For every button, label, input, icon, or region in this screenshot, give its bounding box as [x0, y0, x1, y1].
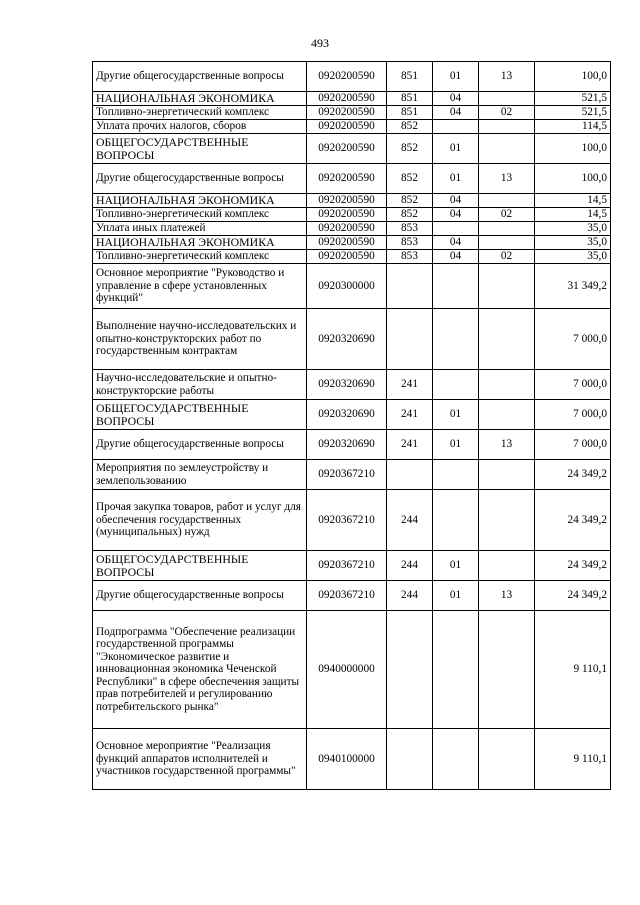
row-sum-cell: 100,0 — [535, 164, 611, 194]
table-row — [93, 222, 611, 236]
row-expense-type-cell: 244 — [387, 581, 433, 611]
table-row — [93, 400, 611, 430]
row-expense-type-cell — [387, 309, 433, 370]
row-expense-type-cell: 852 — [387, 134, 433, 164]
row-subsection-cell: 13 — [479, 581, 535, 611]
row-expense-type-cell: 851 — [387, 62, 433, 92]
row-sum-cell: 100,0 — [535, 134, 611, 164]
row-sum-cell: 521,5 — [535, 92, 611, 106]
row-subsection-cell — [479, 236, 535, 250]
row-subsection-cell — [479, 92, 535, 106]
row-subsection-cell — [479, 551, 535, 581]
row-expense-type-cell: 852 — [387, 120, 433, 134]
row-name-cell: ОБЩЕГОСУДАРСТВЕННЫЕ ВОПРОСЫ — [93, 134, 307, 164]
row-code-cell: 0920320690 — [307, 430, 387, 460]
table-row — [93, 370, 611, 400]
row-name-cell: Уплата прочих налогов, сборов — [93, 120, 307, 134]
row-section-cell: 04 — [433, 106, 479, 120]
row-code-cell: 0920200590 — [307, 62, 387, 92]
row-name-cell: Другие общегосударственные вопросы — [93, 164, 307, 194]
row-section-cell: 01 — [433, 164, 479, 194]
row-code-cell: 0920200590 — [307, 194, 387, 208]
row-section-cell: 04 — [433, 236, 479, 250]
table-row — [93, 164, 611, 194]
row-name-cell: Топливно-энергетический комплекс — [93, 106, 307, 120]
table-row — [93, 729, 611, 790]
row-name-cell: Топливно-энергетический комплекс — [93, 208, 307, 222]
row-expense-type-cell: 241 — [387, 370, 433, 400]
row-sum-cell: 100,0 — [535, 62, 611, 92]
row-sum-cell: 24 349,2 — [535, 551, 611, 581]
row-sum-cell: 7 000,0 — [535, 370, 611, 400]
row-name-cell: Выполнение научно-исследовательских и опытно-конструкторских работ по государственным контрактам — [93, 309, 307, 370]
table-row — [93, 309, 611, 370]
table-row — [93, 490, 611, 551]
table-row — [93, 430, 611, 460]
table-row — [93, 208, 611, 222]
row-code-cell: 0920367210 — [307, 490, 387, 551]
row-sum-cell: 114,5 — [535, 120, 611, 134]
row-expense-type-cell: 853 — [387, 236, 433, 250]
row-code-cell: 0940100000 — [307, 729, 387, 790]
row-section-cell — [433, 729, 479, 790]
row-expense-type-cell: 851 — [387, 106, 433, 120]
table-row — [93, 62, 611, 92]
row-subsection-cell — [479, 400, 535, 430]
row-expense-type-cell: 851 — [387, 92, 433, 106]
row-code-cell: 0920200590 — [307, 250, 387, 264]
table-row — [93, 250, 611, 264]
row-sum-cell: 7 000,0 — [535, 309, 611, 370]
row-sum-cell: 521,5 — [535, 106, 611, 120]
row-name-cell: Топливно-энергетический комплекс — [93, 250, 307, 264]
row-name-cell: Мероприятия по землеустройству и землепользованию — [93, 460, 307, 490]
row-section-cell: 04 — [433, 92, 479, 106]
row-name-cell: Уплата иных платежей — [93, 222, 307, 236]
row-expense-type-cell: 852 — [387, 164, 433, 194]
row-subsection-cell — [479, 460, 535, 490]
row-name-cell: ОБЩЕГОСУДАРСТВЕННЫЕ ВОПРОСЫ — [93, 551, 307, 581]
row-expense-type-cell: 853 — [387, 222, 433, 236]
table-row — [93, 551, 611, 581]
table-row — [93, 134, 611, 164]
row-code-cell: 0920200590 — [307, 134, 387, 164]
row-name-cell: Подпрограмма "Обеспечение реализации государственной программы "Экономическое развитие и инновационная экономика Чеченской Республики" в сфере обеспечения защиты прав потребителей и регулированию потребительского рынка" — [93, 611, 307, 729]
table-row — [93, 611, 611, 729]
row-sum-cell: 9 110,1 — [535, 729, 611, 790]
row-name-cell: Другие общегосударственные вопросы — [93, 581, 307, 611]
row-code-cell: 0940000000 — [307, 611, 387, 729]
row-section-cell: 01 — [433, 430, 479, 460]
row-section-cell — [433, 370, 479, 400]
row-sum-cell: 14,5 — [535, 194, 611, 208]
table-row — [93, 460, 611, 490]
row-code-cell: 0920200590 — [307, 92, 387, 106]
row-code-cell: 0920200590 — [307, 120, 387, 134]
row-code-cell: 0920200590 — [307, 222, 387, 236]
row-subsection-cell — [479, 194, 535, 208]
row-code-cell: 0920367210 — [307, 460, 387, 490]
row-subsection-cell: 13 — [479, 62, 535, 92]
row-section-cell: 01 — [433, 581, 479, 611]
row-section-cell — [433, 611, 479, 729]
row-sum-cell: 35,0 — [535, 222, 611, 236]
row-expense-type-cell: 852 — [387, 208, 433, 222]
row-section-cell — [433, 264, 479, 309]
row-expense-type-cell: 244 — [387, 551, 433, 581]
row-section-cell — [433, 490, 479, 551]
row-expense-type-cell — [387, 611, 433, 729]
table-row — [93, 92, 611, 106]
row-name-cell: НАЦИОНАЛЬНАЯ ЭКОНОМИКА — [93, 194, 307, 208]
row-code-cell: 0920320690 — [307, 370, 387, 400]
table-row — [93, 120, 611, 134]
row-sum-cell: 24 349,2 — [535, 490, 611, 551]
page-number: 493 — [311, 36, 329, 50]
row-subsection-cell: 13 — [479, 164, 535, 194]
row-name-cell: Другие общегосударственные вопросы — [93, 430, 307, 460]
row-code-cell: 0920200590 — [307, 164, 387, 194]
row-name-cell: Прочая закупка товаров, работ и услуг для обеспечения государственных (муниципальных) нужд — [93, 490, 307, 551]
row-section-cell: 01 — [433, 400, 479, 430]
row-code-cell: 0920320690 — [307, 309, 387, 370]
row-expense-type-cell: 244 — [387, 490, 433, 551]
row-expense-type-cell — [387, 460, 433, 490]
row-section-cell: 01 — [433, 551, 479, 581]
row-sum-cell: 9 110,1 — [535, 611, 611, 729]
row-name-cell: НАЦИОНАЛЬНАЯ ЭКОНОМИКА — [93, 92, 307, 106]
budget-table — [92, 61, 611, 790]
row-code-cell: 0920200590 — [307, 236, 387, 250]
row-name-cell: НАЦИОНАЛЬНАЯ ЭКОНОМИКА — [93, 236, 307, 250]
row-subsection-cell — [479, 370, 535, 400]
row-sum-cell: 7 000,0 — [535, 400, 611, 430]
table-row — [93, 264, 611, 309]
row-expense-type-cell: 241 — [387, 430, 433, 460]
row-code-cell: 0920367210 — [307, 581, 387, 611]
row-section-cell: 01 — [433, 134, 479, 164]
table-row — [93, 581, 611, 611]
row-section-cell — [433, 120, 479, 134]
row-sum-cell: 35,0 — [535, 250, 611, 264]
table-row — [93, 106, 611, 120]
row-name-cell: Основное мероприятие "Реализация функций аппаратов исполнителей и участников государственной программы" — [93, 729, 307, 790]
row-sum-cell: 24 349,2 — [535, 581, 611, 611]
row-code-cell: 0920200590 — [307, 106, 387, 120]
row-section-cell: 04 — [433, 208, 479, 222]
row-section-cell — [433, 222, 479, 236]
row-subsection-cell: 02 — [479, 208, 535, 222]
row-code-cell: 0920320690 — [307, 400, 387, 430]
table-row — [93, 194, 611, 208]
row-code-cell: 0920200590 — [307, 208, 387, 222]
row-subsection-cell — [479, 729, 535, 790]
row-subsection-cell — [479, 490, 535, 551]
budget-table-body — [93, 62, 611, 790]
row-subsection-cell — [479, 264, 535, 309]
row-expense-type-cell — [387, 729, 433, 790]
row-sum-cell: 24 349,2 — [535, 460, 611, 490]
row-subsection-cell — [479, 222, 535, 236]
row-subsection-cell — [479, 134, 535, 164]
row-expense-type-cell: 853 — [387, 250, 433, 264]
row-sum-cell: 31 349,2 — [535, 264, 611, 309]
row-section-cell — [433, 309, 479, 370]
row-code-cell: 0920300000 — [307, 264, 387, 309]
row-name-cell: Другие общегосударственные вопросы — [93, 62, 307, 92]
row-section-cell: 01 — [433, 62, 479, 92]
row-section-cell: 04 — [433, 250, 479, 264]
row-code-cell: 0920367210 — [307, 551, 387, 581]
row-subsection-cell: 02 — [479, 250, 535, 264]
row-subsection-cell — [479, 120, 535, 134]
row-expense-type-cell — [387, 264, 433, 309]
row-subsection-cell — [479, 309, 535, 370]
row-expense-type-cell: 852 — [387, 194, 433, 208]
row-sum-cell: 14,5 — [535, 208, 611, 222]
row-subsection-cell: 13 — [479, 430, 535, 460]
row-name-cell: ОБЩЕГОСУДАРСТВЕННЫЕ ВОПРОСЫ — [93, 400, 307, 430]
row-section-cell — [433, 460, 479, 490]
table-row — [93, 236, 611, 250]
row-name-cell: Научно-исследовательские и опытно-конструкторские работы — [93, 370, 307, 400]
row-section-cell: 04 — [433, 194, 479, 208]
row-subsection-cell: 02 — [479, 106, 535, 120]
row-sum-cell: 35,0 — [535, 236, 611, 250]
row-name-cell: Основное мероприятие "Руководство и управление в сфере установленных функций" — [93, 264, 307, 309]
row-subsection-cell — [479, 611, 535, 729]
row-sum-cell: 7 000,0 — [535, 430, 611, 460]
row-expense-type-cell: 241 — [387, 400, 433, 430]
